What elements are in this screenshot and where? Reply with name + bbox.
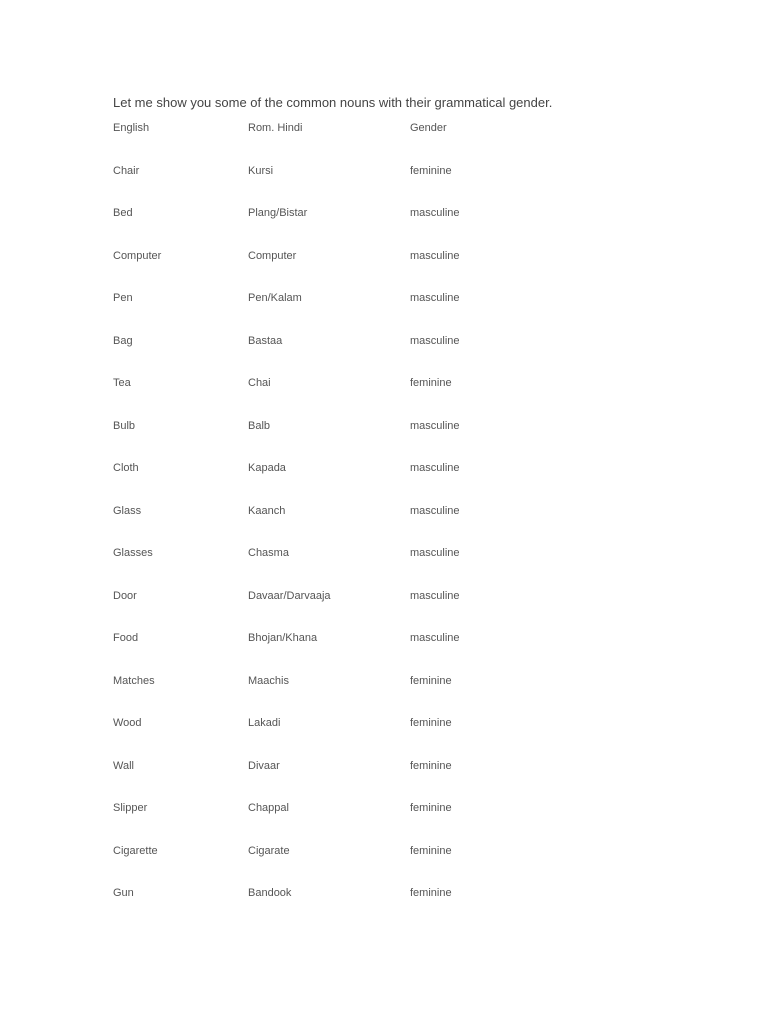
english-cell: Computer (113, 249, 162, 262)
gender-cell: feminine (410, 759, 452, 772)
gender-cell: feminine (410, 887, 452, 899)
table-row (113, 460, 633, 503)
gender-cell: masculine (410, 547, 460, 559)
header-gender: Gender (410, 122, 447, 134)
english-cell: Glass (113, 504, 142, 517)
hindi-cell: Computer (248, 249, 297, 262)
table-row (113, 715, 633, 758)
english-cell: Wall (113, 759, 134, 772)
table-row (113, 375, 633, 418)
hindi-cell: Cigarate (248, 844, 290, 857)
gender-cell: masculine (410, 504, 460, 517)
hindi-cell: Divaar (248, 759, 280, 772)
gender-cell: masculine (410, 589, 460, 602)
table-row (113, 800, 633, 843)
gender-cell: masculine (410, 249, 460, 262)
gender-cell: masculine (410, 292, 460, 304)
hindi-cell: Chappal (248, 802, 289, 814)
english-cell: Wood (113, 717, 142, 729)
english-cell: Slipper (113, 802, 148, 814)
english-cell: Chair (113, 164, 140, 177)
table-row (113, 503, 633, 546)
table-row (113, 758, 633, 801)
english-cell: Tea (113, 377, 131, 389)
english-cell: Gun (113, 887, 134, 899)
english-cell: Cigarette (113, 844, 158, 857)
table-header-row (113, 120, 633, 163)
hindi-cell: Maachis (248, 674, 289, 687)
header-english: English (113, 122, 150, 134)
intro-text: Let me show you some of the common nouns with their grammatical gender. (113, 95, 553, 110)
english-cell: Door (113, 589, 137, 602)
hindi-cell: Bastaa (248, 334, 283, 347)
hindi-cell: Plang/Bistar (248, 207, 308, 219)
hindi-cell: Kaanch (248, 504, 286, 517)
hindi-cell: Pen/Kalam (248, 292, 302, 304)
gender-cell: feminine (410, 164, 452, 177)
gender-cell: feminine (410, 717, 452, 729)
gender-cell: feminine (410, 844, 452, 857)
hindi-cell: Davaar/Darvaaja (248, 589, 331, 602)
hindi-cell: Bandook (248, 887, 292, 899)
table-row (113, 885, 633, 928)
gender-cell: feminine (410, 674, 452, 687)
hindi-cell: Balb (248, 419, 271, 432)
gender-cell: masculine (410, 207, 460, 219)
gender-cell: feminine (410, 802, 452, 814)
english-cell: Cloth (113, 462, 139, 474)
table-row (113, 333, 633, 376)
gender-cell: masculine (410, 419, 460, 432)
english-cell: Bulb (113, 419, 136, 432)
gender-cell: masculine (410, 334, 460, 347)
table-row (113, 545, 633, 588)
table-row (113, 588, 633, 631)
hindi-cell: Kapada (248, 462, 286, 474)
header-rom-hindi: Rom. Hindi (248, 122, 303, 134)
english-cell: Matches (113, 674, 155, 687)
gender-cell: feminine (410, 377, 452, 389)
hindi-cell: Chai (248, 377, 271, 389)
table-row (113, 205, 633, 248)
hindi-cell: Kursi (248, 164, 274, 177)
table-row (113, 630, 633, 673)
english-cell: Pen (113, 292, 133, 304)
english-cell: Bed (113, 207, 133, 219)
english-cell: Bag (113, 334, 133, 347)
table-row (113, 673, 633, 716)
table-row (113, 290, 633, 333)
table-row (113, 248, 633, 291)
hindi-cell: Lakadi (248, 717, 281, 729)
hindi-cell: Chasma (248, 547, 289, 559)
english-cell: Food (113, 632, 139, 644)
english-cell: Glasses (113, 547, 153, 559)
hindi-cell: Bhojan/Khana (248, 632, 318, 644)
noun-gender-table (113, 120, 633, 928)
table-row (113, 163, 633, 206)
table-row (113, 418, 633, 461)
gender-cell: masculine (410, 462, 460, 474)
gender-cell: masculine (410, 632, 460, 644)
table-row (113, 843, 633, 886)
